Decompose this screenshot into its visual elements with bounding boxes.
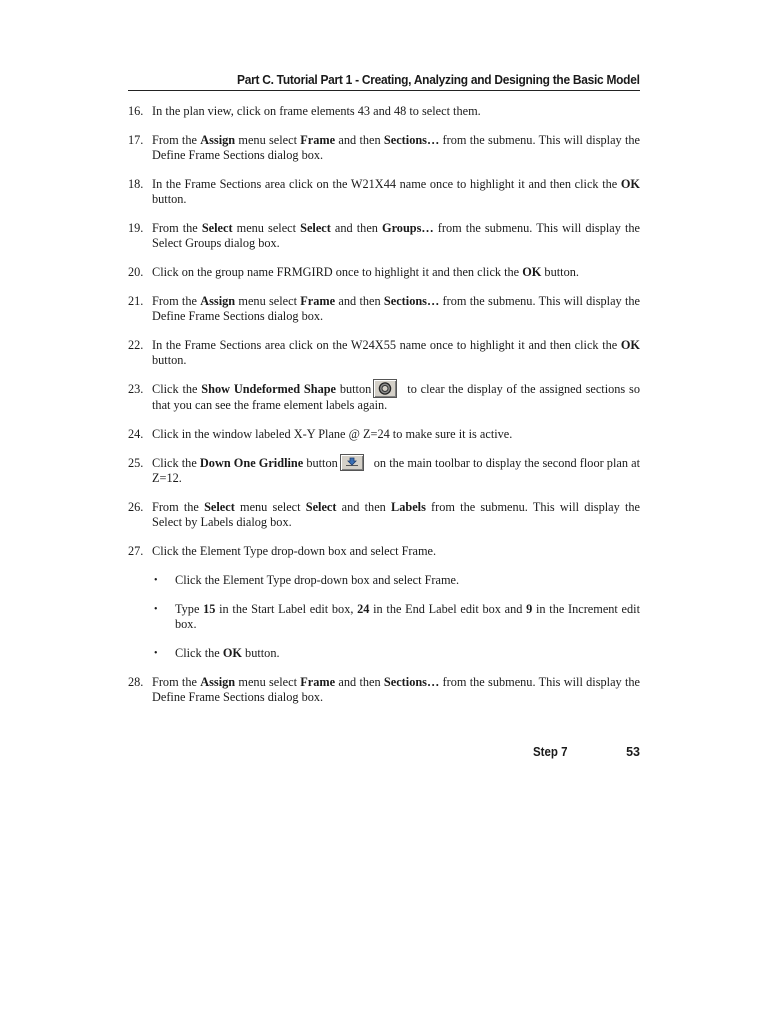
menu-name-assign: Assign [200, 294, 236, 308]
menu-name-assign: Assign [200, 133, 236, 147]
step-18: 18. In the Frame Sections area click on the W21X44 name once to highlight it and then click the OK button. [128, 177, 640, 206]
menu-item-sections: Sections… [383, 675, 440, 690]
sub-step-list [152, 573, 640, 661]
show-undeformed-shape-icon [373, 379, 397, 398]
step-number: 23. [128, 382, 144, 396]
menu-name-assign: Assign [200, 675, 236, 690]
down-one-gridline-icon [340, 454, 364, 471]
button-name-down-one-gridline: Down One Gridline [199, 456, 304, 471]
step-17: 17. From the Assign menu select Frame and then Sections… from the submenu. This will display the Define Frame Sections dialog box. [128, 133, 640, 162]
menu-item-labels: Labels [391, 500, 426, 515]
menu-item-frame: Frame [300, 133, 336, 147]
sub-step-ok: • Click the OK button. [154, 646, 280, 661]
step-23: 23. Click the Show Undeformed Shape button to clear the display of the assigned sections so that you can see the frame element labels again. [128, 382, 640, 413]
step-number: 22. [128, 338, 144, 352]
step-number: 25. [128, 456, 144, 471]
menu-item-sections: Sections… [383, 133, 440, 147]
menu-item-frame: Frame [300, 675, 336, 690]
end-label-value: 24 [357, 602, 370, 617]
step-number: 28. [128, 675, 144, 690]
start-label-value: 15 [203, 602, 216, 617]
menu-item-sections: Sections… [383, 294, 440, 308]
step-text: Click in the window labeled X-Y Plane @ Z=24 to make sure it is active. [152, 427, 513, 442]
increment-value: 9 [526, 602, 533, 617]
step-20: 20. Click on the group name FRMGIRD once to highlight it and then click the OK button. [128, 265, 579, 279]
step-24 [128, 427, 640, 442]
step-16 [128, 104, 640, 119]
step-number: 18. [128, 177, 144, 191]
menu-item-groups: Groups… [382, 221, 434, 235]
step-number: 21. [128, 294, 144, 308]
step-number: 16. [128, 104, 144, 118]
step-number: 27. [128, 544, 144, 559]
step-text: Click the Element Type drop-down box and select Frame. [152, 544, 437, 559]
sub-step-element-type: • Click the Element Type drop-down box and select Frame. [154, 573, 460, 588]
running-header [128, 70, 640, 91]
ok-label: OK [522, 265, 542, 279]
step-number: 19. [128, 221, 144, 235]
step-19: 19. From the Select menu select Select and then Groups… from the submenu. This will display the Select Groups dialog box. [128, 221, 640, 250]
step-list [128, 104, 640, 705]
step-22: 22. In the Frame Sections area click on the W24X55 name once to highlight it and then click the OK button. [128, 338, 640, 367]
step-27 [128, 544, 640, 661]
button-name-show-undeformed-shape: Show Undeformed Shape [201, 382, 337, 396]
step-number: 20. [128, 265, 144, 279]
step-26: 26. From the Select menu select Select and then Labels from the submenu. This will display the Select by Labels dialog box. [128, 500, 640, 530]
menu-name-select: Select [204, 500, 235, 515]
step-21: 21. From the Assign menu select Frame and then Sections… from the submenu. This will display the Define Frame Sections dialog box. [128, 294, 640, 323]
ok-label: OK [620, 177, 640, 191]
step-number: 24. [128, 427, 144, 442]
bullet: • [154, 648, 158, 660]
page-number: 53 [626, 745, 640, 759]
step-number: 17. [128, 133, 144, 147]
ok-label: OK [222, 646, 242, 661]
header-title: Part C. Tutorial Part 1 - Creating, Analyzing and Designing the Basic Model [237, 72, 640, 87]
step-number: 26. [128, 500, 144, 515]
step-25: 25. Click the Down One Gridline button on the main toolbar to display the second floor plan at Z=12. [128, 456, 640, 486]
menu-item-frame: Frame [300, 294, 336, 308]
menu-name-select: Select [201, 221, 233, 235]
page-footer [128, 745, 640, 761]
menu-item-select: Select [300, 221, 331, 235]
bullet: • [154, 604, 158, 616]
document-page [128, 70, 640, 719]
sub-step-labels: • Type 15 in the Start Label edit box, 24 in the End Label edit box and 9 in the Increment edit box. [154, 602, 640, 632]
ok-label: OK [620, 338, 640, 352]
menu-item-select: Select [305, 500, 337, 515]
step-text: In the plan view, click on frame elements 43 and 48 to select them. [152, 104, 481, 118]
step-28: 28. From the Assign menu select Frame and then Sections… from the submenu. This will display the Define Frame Sections dialog box. [128, 675, 640, 705]
footer-step-label: Step 7 [533, 745, 568, 759]
bullet: • [154, 575, 158, 587]
